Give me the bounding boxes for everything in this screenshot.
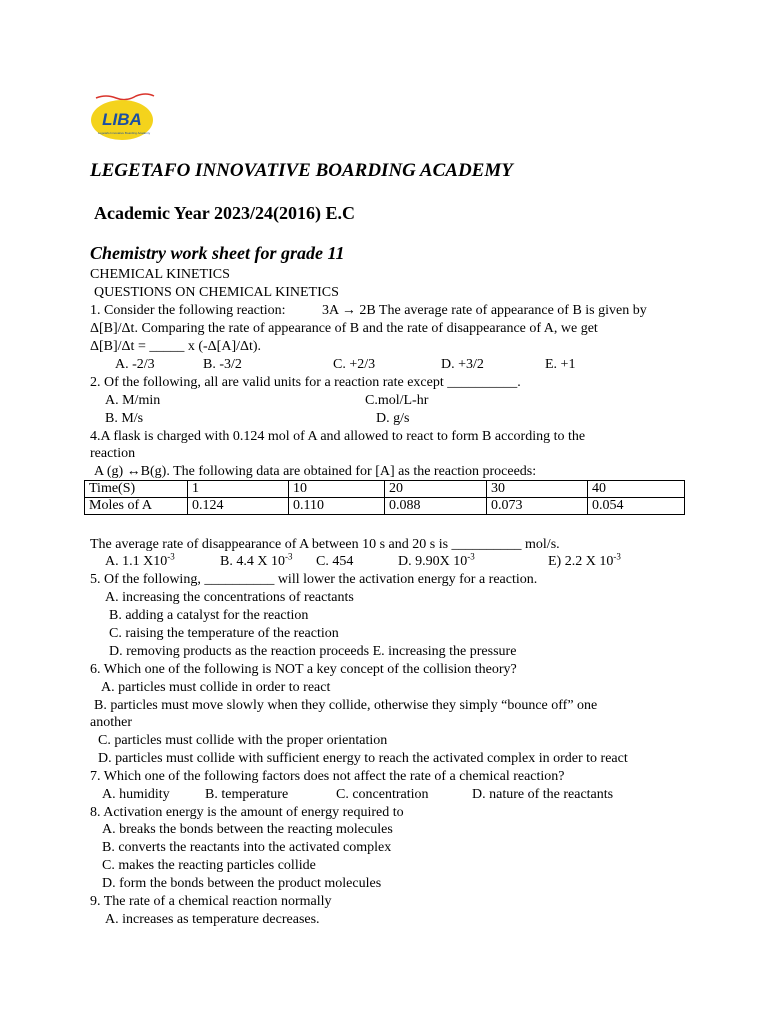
subtopic: QUESTIONS ON CHEMICAL KINETICS (94, 285, 339, 300)
table-cell: Moles of A (85, 498, 188, 515)
q4-line1: 4.A flask is charged with 0.124 mol of A and allowed to react to form B according to the (90, 429, 586, 444)
table-cell: 0.124 (188, 498, 289, 515)
q5-option-d: D. removing products as the reaction proceeds E. increasing the pressure (109, 644, 517, 659)
logo-tagline: Legetafo Innovative Boarding Academy (97, 131, 151, 135)
table-cell: 30 (487, 481, 588, 498)
table-row (85, 498, 685, 515)
q8-option-d: D. form the bonds between the product molecules (102, 876, 382, 891)
q2-option-b: B. M/s (105, 411, 144, 426)
q8-option-c: C. makes the reacting particles collide (102, 858, 316, 873)
q1-line1b: 3A → 2B The average rate of appearance of B is given by (322, 303, 647, 318)
data-table (84, 480, 685, 515)
q1-option-d: D. +3/2 (441, 357, 484, 372)
q9-stem: 9. The rate of a chemical reaction normally (90, 894, 332, 909)
table-cell: 10 (289, 481, 385, 498)
table-cell: 40 (588, 481, 685, 498)
q5-stem: 5. Of the following, __________ will lower the activation energy for a reaction. (90, 572, 538, 587)
q9-option-a: A. increases as temperature decreases. (105, 912, 320, 927)
q1-option-c: C. +2/3 (333, 357, 376, 372)
q1-option-e: E. +1 (545, 357, 576, 372)
worksheet-title: Chemistry work sheet for grade 11 (90, 243, 345, 263)
q8-option-b: B. converts the reactants into the activated complex (102, 840, 392, 855)
q7-option-c: C. concentration (336, 787, 429, 802)
q7-stem: 7. Which one of the following factors does not affect the rate of a chemical reaction? (90, 769, 565, 784)
q7-option-b: B. temperature (205, 787, 289, 802)
q4-option-c: C. 454 (316, 554, 354, 569)
topic: CHEMICAL KINETICS (90, 267, 230, 282)
q8-stem: 8. Activation energy is the amount of energy required to (90, 805, 404, 820)
q4-line3: A (g) ↔B(g). The following data are obtained for [A] as the reaction proceeds: (94, 464, 537, 479)
q8-option-a: A. breaks the bonds between the reacting molecules (102, 822, 393, 837)
q4-stem: The average rate of disappearance of A between 10 s and 20 s is __________ mol/s. (90, 537, 560, 552)
q1-option-a: A. -2/3 (115, 357, 155, 372)
q4-option-e: E) 2.2 X $10^{-3}$ (548, 551, 621, 569)
table-cell: 0.110 (289, 498, 385, 515)
table-cell: 1 (188, 481, 289, 498)
table-cell: Time(S) (85, 481, 188, 498)
table-cell: 20 (385, 481, 487, 498)
table-cell: 0.054 (588, 498, 685, 515)
q2-option-d: D. g/s (376, 411, 410, 426)
q6-option-a: A. particles must collide in order to react (101, 680, 331, 695)
q4-option-d: D. 9.90X $10^{-3}$ (398, 551, 475, 569)
q6-stem: 6. Which one of the following is NOT a key concept of the collision theory? (90, 662, 517, 677)
q7-option-d: D. nature of the reactants (472, 787, 614, 802)
table-cell: 0.073 (487, 498, 588, 515)
q4-option-b: B. 4.4 X $10^{-3}$ (220, 551, 293, 569)
q1-line1a: 1. Consider the following reaction: (90, 303, 286, 318)
q2-stem: 2. Of the following, all are valid units for a reaction rate except __________. (90, 375, 521, 390)
school-name: LEGETAFO INNOVATIVE BOARDING ACADEMY (90, 160, 513, 181)
q1-option-b: B. -3/2 (203, 357, 242, 372)
q5-option-a: A. increasing the concentrations of reactants (105, 590, 354, 605)
logo-text: LIBA (102, 110, 142, 129)
q6-option-c: C. particles must collide with the proper orientation (98, 733, 388, 748)
q5-option-c: C. raising the temperature of the reaction (109, 626, 339, 641)
q2-option-c: C.mol/L-hr (365, 393, 429, 408)
q2-option-a: A. M/min (105, 393, 161, 408)
q6-option-d: D. particles must collide with sufficient energy to reach the activated complex in order to react (98, 751, 628, 766)
q1-line2: Δ[B]/Δt. Comparing the rate of appearance of B and the rate of disappearance of A, we get (90, 321, 598, 336)
q5-option-b: B. adding a catalyst for the reaction (109, 608, 309, 623)
q1-line3: Δ[B]/Δt = _____ x (-Δ[A]/Δt). (90, 339, 262, 354)
q4-option-a: A. 1.1 $X10^{-3}$ (105, 551, 175, 569)
table-cell: 0.088 (385, 498, 487, 515)
school-logo (88, 90, 156, 148)
q4-line2: reaction (90, 446, 136, 461)
q6-option-b-cont: another (90, 715, 132, 730)
q7-option-a: A. humidity (102, 787, 170, 802)
q6-option-b: B. particles must move slowly when they collide, otherwise they simply “bounce off” one (94, 698, 598, 713)
table-row (85, 481, 685, 498)
academic-year: Academic Year 2023/24(2016) E.C (94, 203, 355, 223)
